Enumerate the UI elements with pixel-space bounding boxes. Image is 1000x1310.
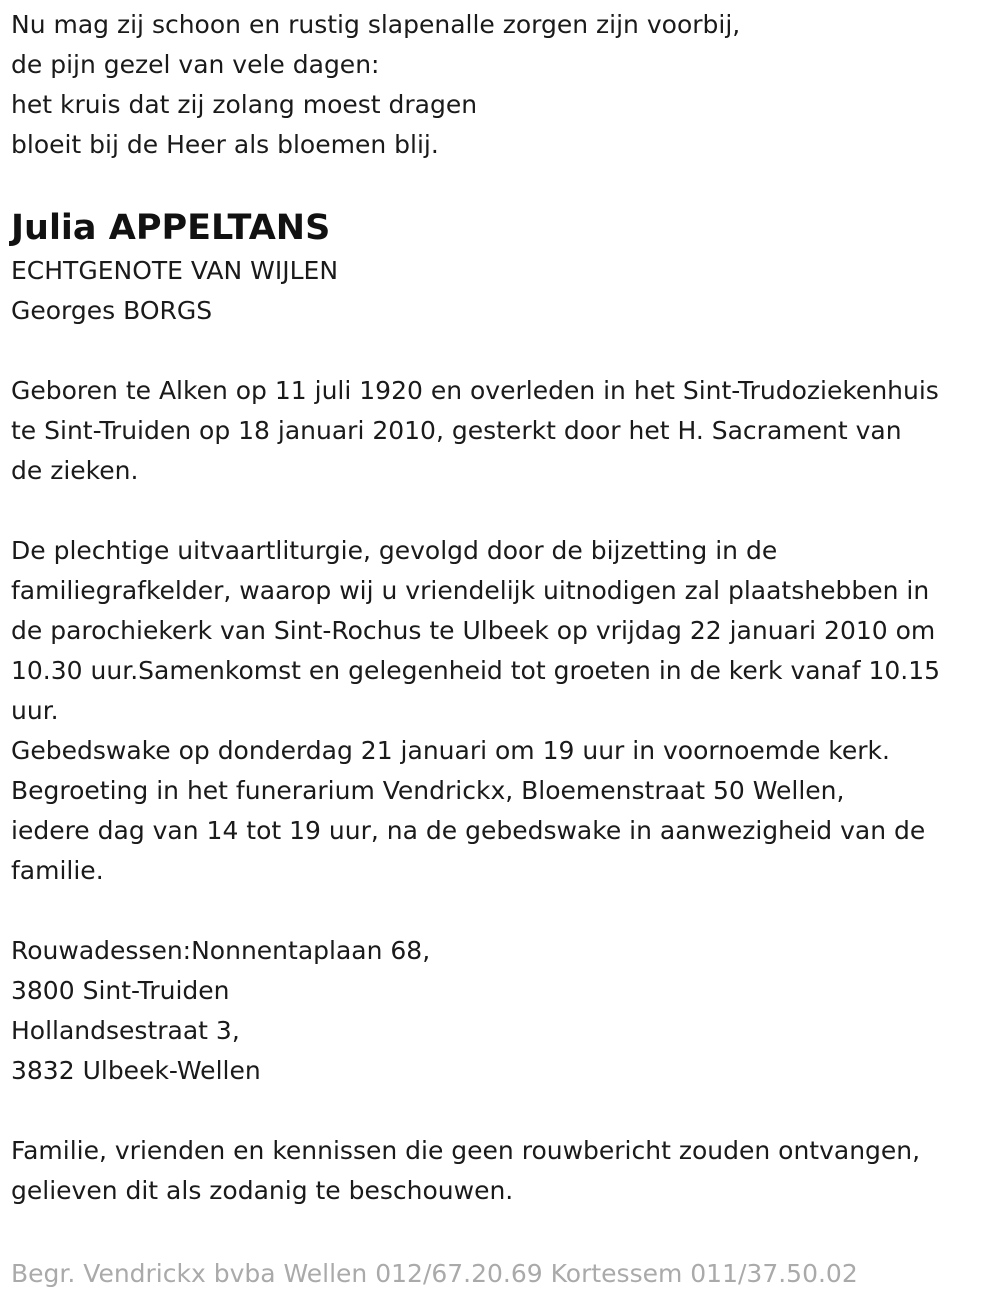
- paragraph-line: iedere dag van 14 tot 19 uur, na de gebedswake in aanwezigheid van de: [11, 816, 926, 845]
- paragraph-line: te Sint-Truiden op 18 januari 2010, gesterkt door het H. Sacrament van: [11, 416, 902, 445]
- address-line: 3800 Sint-Truiden: [11, 976, 230, 1005]
- poem-line: Nu mag zij schoon en rustig slapenalle zorgen zijn voorbij,: [11, 10, 741, 39]
- address-line: Hollandsestraat 3,: [11, 1016, 240, 1045]
- obituary-notice: [11, 0, 993, 1211]
- address-line: Rouwadessen:Nonnentaplaan 68,: [11, 936, 431, 965]
- spouse-name: Georges BORGS: [11, 296, 213, 325]
- birth-death-paragraph: [11, 371, 993, 491]
- paragraph-line: gelieven dit als zodanig te beschouwen.: [11, 1176, 514, 1205]
- memorial-poem: [11, 5, 993, 165]
- notice-paragraph: [11, 1131, 993, 1211]
- paragraph-line: Geboren te Alken op 11 juli 1920 en overleden in het Sint-Trudoziekenhuis: [11, 376, 939, 405]
- relation-label: ECHTGENOTE VAN WIJLEN: [11, 256, 339, 285]
- mourning-addresses: [11, 931, 993, 1091]
- paragraph-line: 10.30 uur.Samenkomst en gelegenheid tot groeten in de kerk vanaf 10.15: [11, 656, 941, 685]
- poem-line: de pijn gezel van vele dagen:: [11, 50, 380, 79]
- ceremony-paragraph: [11, 531, 993, 891]
- paragraph-line: familie.: [11, 856, 104, 885]
- paragraph-line: de zieken.: [11, 456, 139, 485]
- undertaker-footer: Begr. Vendrickx bvba Wellen 012/67.20.69 Kortessem 011/37.50.02: [11, 1259, 858, 1288]
- paragraph-line: Gebedswake op donderdag 21 januari om 19 uur in voornoemde kerk.: [11, 736, 890, 765]
- address-line: 3832 Ulbeek-Wellen: [11, 1056, 261, 1085]
- poem-line: het kruis dat zij zolang moest dragen: [11, 90, 478, 119]
- paragraph-line: uur.: [11, 696, 59, 725]
- paragraph-line: de parochiekerk van Sint-Rochus te Ulbeek op vrijdag 22 januari 2010 om: [11, 616, 936, 645]
- deceased-name: Julia APPELTANS: [11, 208, 331, 248]
- paragraph-line: familiegrafkelder, waarop wij u vriendelijk uitnodigen zal plaatshebben in: [11, 576, 930, 605]
- poem-line: bloeit bij de Heer als bloemen blij.: [11, 130, 439, 159]
- paragraph-line: Familie, vrienden en kennissen die geen rouwbericht zouden ontvangen,: [11, 1136, 921, 1165]
- paragraph-line: Begroeting in het funerarium Vendrickx, Bloemenstraat 50 Wellen,: [11, 776, 845, 805]
- paragraph-line: De plechtige uitvaartliturgie, gevolgd door de bijzetting in de: [11, 536, 778, 565]
